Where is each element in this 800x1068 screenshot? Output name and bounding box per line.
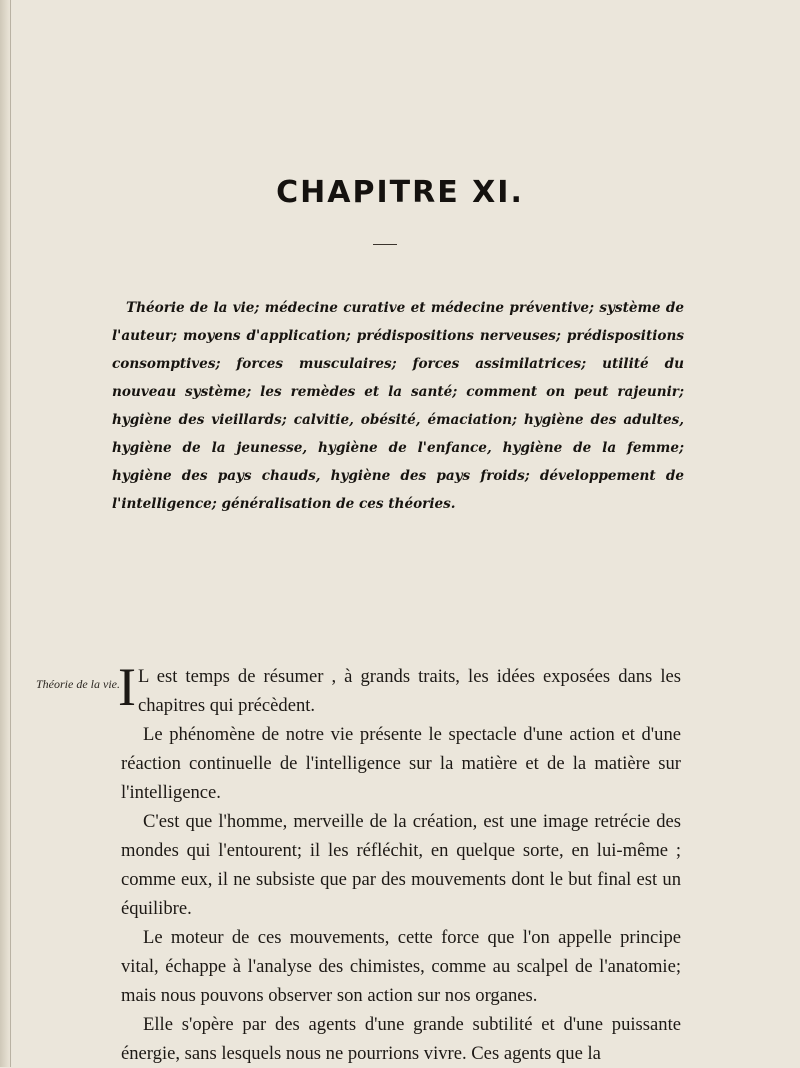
paragraph-4: Le moteur de ces mouvements, cette force que l'on appelle principe vital, échappe à l'analyse des chimistes, comme au scalpel de l'anatomie; mais nous pouvons observer son action sur nos organes. [121, 927, 681, 1006]
chapter-title: CHAPITRE XI. [276, 175, 524, 210]
page-edge-line [10, 0, 11, 1067]
paragraph-2: Le phénomène de notre vie présente le spectacle d'une action et d'une réaction continuelle de l'intelligence sur la matière et de la matière sur l'intelligence. [121, 724, 681, 803]
paragraph-5: Elle s'opère par des agents d'une grande subtilité et d'une puissante énergie, sans lesquels nous ne pourrions vivre. Ces agents que la [121, 1014, 681, 1064]
paragraph-1-text: L est temps de résumer , à grands traits, les idées exposées dans les chapitres qui précèdent. [137, 666, 681, 716]
drop-cap: I [118, 657, 136, 717]
body-text [118, 657, 681, 1068]
margin-note: Théorie de la vie. [36, 677, 120, 691]
paragraph-3: C'est que l'homme, merveille de la création, est une image retrécie des mondes qui l'entourent; il les réfléchit, en quelque sorte, en lui-même ; comme eux, il ne subsiste que par des mouvements dont le but final est un équilibre. [121, 811, 681, 919]
paragraph-1 [118, 657, 681, 720]
title-rule [373, 244, 397, 245]
chapter-summary: Théorie de la vie; médecine curative et médecine préventive; système de l'auteur; moyens d'application; prédispositions nerveuses; prédispositions consomptives; forces musculaires; forces assimilatrices; utilité du nouveau système; les remèdes et la santé; comment on peut rajeunir; hygiène des vieillards; calvitie, obésité, émaciation; hygiène des adultes, hygiène de la jeunesse, hygiène de l'enfance, hygiène de la femme; hygiène des pays chauds, hygiène des pays froids; développement de l'intelligence; généralisation de ces théories. [112, 300, 684, 512]
